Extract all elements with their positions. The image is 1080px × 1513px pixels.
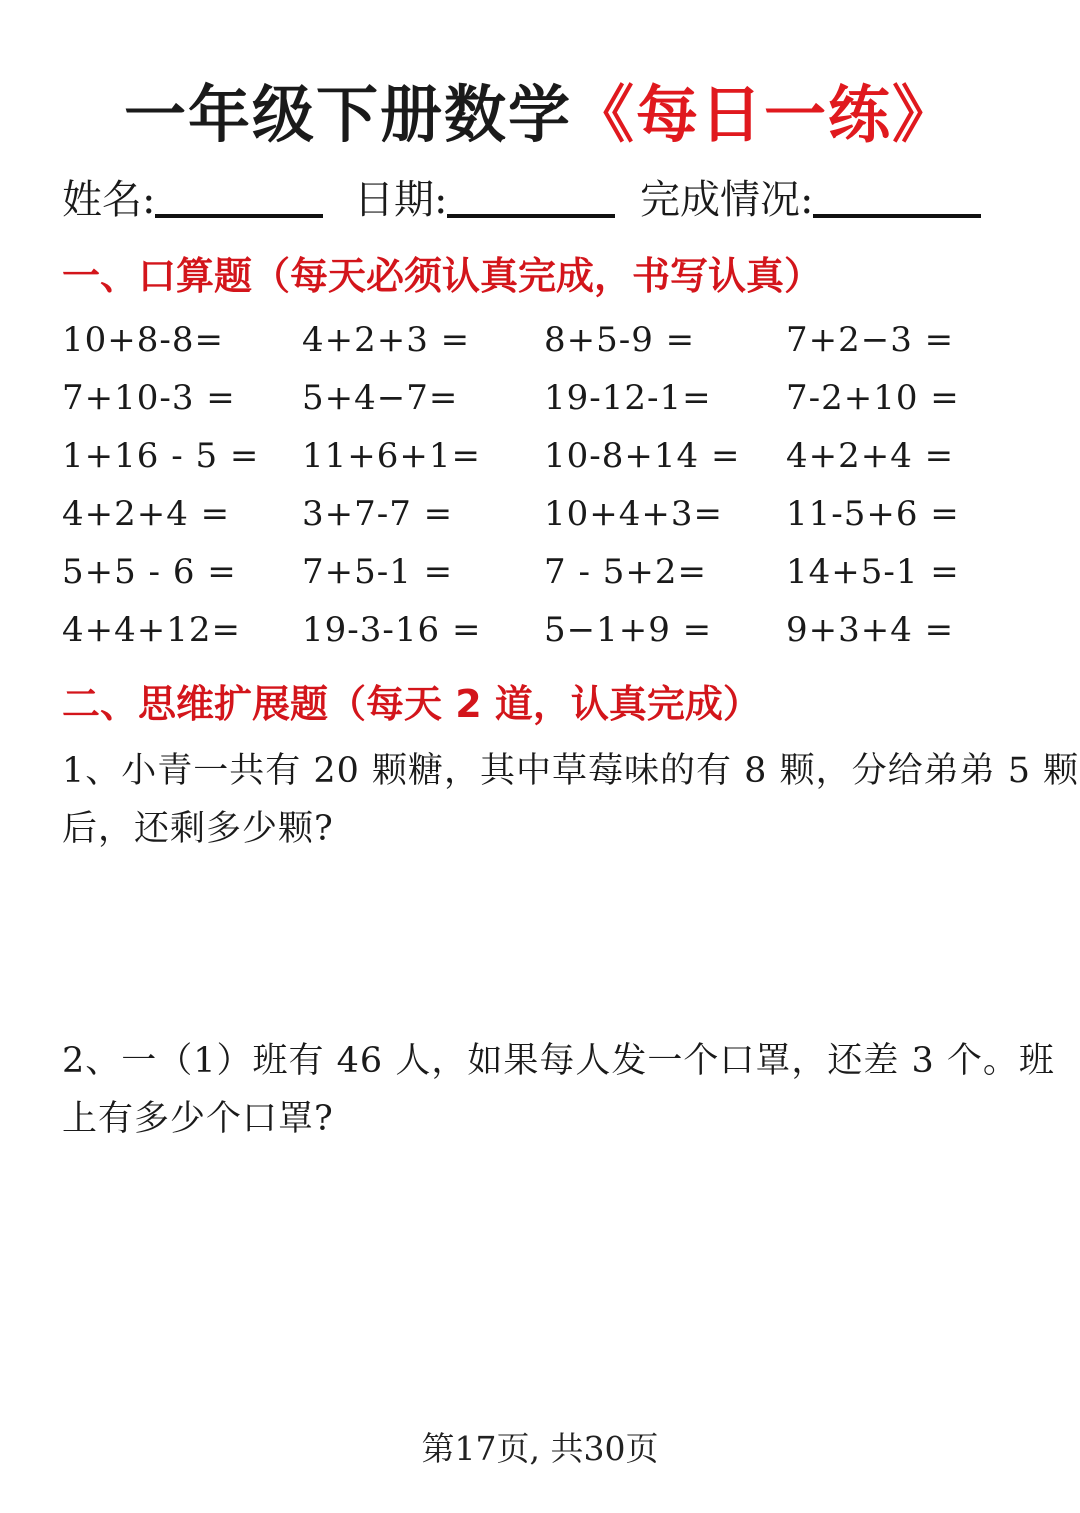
section1-heading: 一、口算题（每天必须认真完成，书写认真） <box>62 254 823 298</box>
problem: 1+16 - 5 = <box>62 436 260 476</box>
problem: 5+5 - 6 = <box>62 552 237 592</box>
problem: 9+3+4 = <box>786 610 955 650</box>
problem: 4+2+4 = <box>62 494 231 534</box>
section2-heading: 二、思维扩展题（每天 2 道，认真完成） <box>62 682 761 726</box>
problem: 4+4+12= <box>62 610 241 650</box>
page-number: 第17页, 共30页 <box>421 1429 659 1468</box>
problem: 11+6+1= <box>302 436 481 476</box>
problem: 19-3-16 = <box>302 610 482 650</box>
question-line: 1、小青一共有 20 颗糖，其中草莓味的有 8 颗，分给弟弟 5 颗 <box>62 751 1080 791</box>
problem: 8+5-9 = <box>544 320 696 360</box>
title-main: 一年级下册数学 <box>123 78 572 151</box>
student-info-row <box>62 170 1022 230</box>
problem: 5−1+9 = <box>544 610 713 650</box>
problem: 7+5-1 = <box>302 552 454 592</box>
status-blank[interactable] <box>813 170 981 218</box>
title-accent: 《每日一练》 <box>572 78 957 151</box>
problem: 4+2+4 = <box>786 436 955 476</box>
problem: 10+8-8= <box>62 320 224 360</box>
page-title <box>0 70 1080 160</box>
problem: 19-12-1= <box>544 378 712 418</box>
name-field <box>62 170 323 230</box>
problem: 7+2−3 = <box>786 320 955 360</box>
word-problem-1 <box>62 742 1080 858</box>
problem: 3+7-7 = <box>302 494 454 534</box>
problem: 7-2+10 = <box>786 378 960 418</box>
question-line: 后，还剩多少颗? <box>62 809 334 849</box>
name-blank[interactable] <box>155 170 323 218</box>
problem: 11-5+6 = <box>786 494 960 534</box>
problem: 4+2+3 = <box>302 320 471 360</box>
word-problem-2 <box>62 1032 1055 1148</box>
question-line: 上有多少个口罩? <box>62 1099 334 1139</box>
status-field <box>640 170 981 230</box>
problem: 5+4−7= <box>302 378 459 418</box>
date-label: 日期: <box>354 177 448 223</box>
problem: 10-8+14 = <box>544 436 741 476</box>
date-field <box>354 170 615 230</box>
problem: 14+5-1 = <box>786 552 960 592</box>
status-label: 完成情况: <box>640 177 814 223</box>
problem: 7+10-3 = <box>62 378 236 418</box>
problem: 7 - 5+2= <box>544 552 707 592</box>
name-label: 姓名: <box>62 177 156 223</box>
problem: 10+4+3= <box>544 494 723 534</box>
question-line: 2、一（1）班有 46 人，如果每人发一个口罩，还差 3 个。班 <box>62 1041 1055 1081</box>
date-blank[interactable] <box>447 170 615 218</box>
